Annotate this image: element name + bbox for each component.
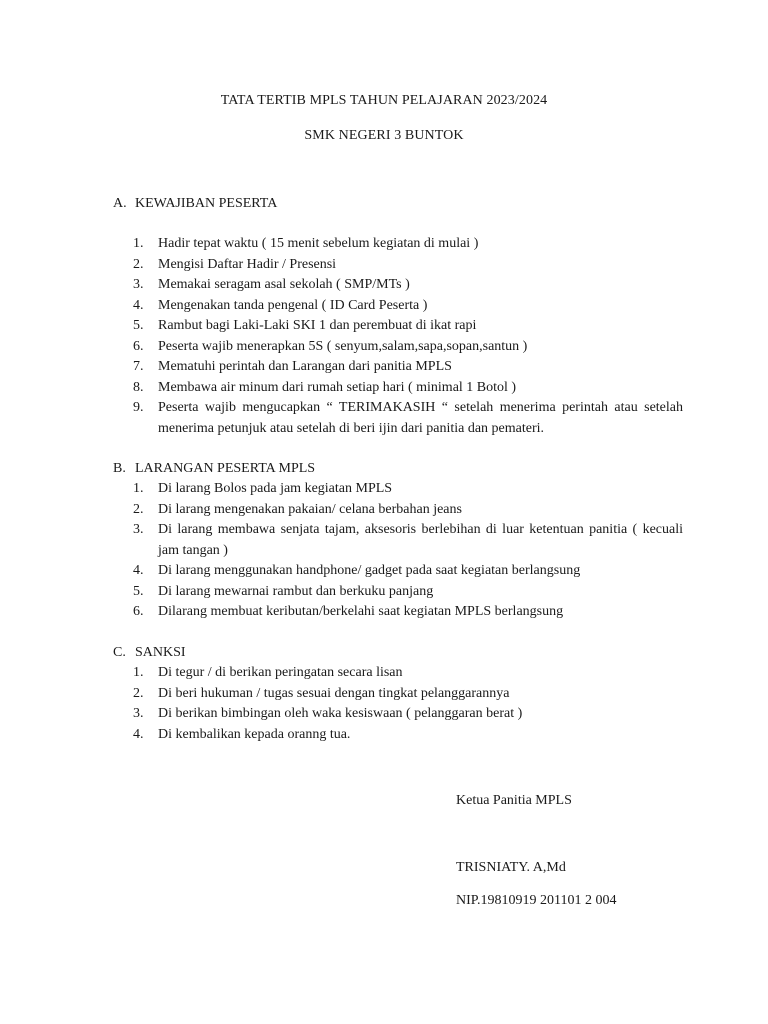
list-item-number [113,704,158,725]
list-item-text: Peserta wajib mengucapkan “ TERIMAKASIH “ setelah menerima perintah atau setelah menerima petunjuk atau setelah di beri ijin dari panitia dan pemateri. [158,400,683,436]
list-item-number [113,500,158,521]
list-item-number [113,296,158,317]
list-item-number [113,337,158,358]
school-name: SMK NEGERI 3 BUNTOK [304,128,464,143]
list-item-text: Di larang mewarnai rambut dan berkuku panjang [158,583,434,599]
section-letter: C. [113,645,126,660]
list-item-number [113,479,158,500]
document-title: TATA TERTIB MPLS TAHUN PELAJARAN 2023/2024 [220,93,548,108]
list-item-text: Mengenakan tanda pengenal ( ID Card Peserta ) [158,297,428,313]
list-item-text: Di tegur / di berikan peringatan secara lisan [158,665,403,680]
section-kewajiban [113,194,683,439]
list-item-number-text: 6. [133,604,144,619]
signature-nip: NIP.19810919 201101 2 004 [456,893,617,908]
list-item [113,663,683,684]
list-item-number-text: 9. [133,400,144,415]
list-item [113,357,683,378]
list-item-number-text: 1. [133,665,144,680]
signature-role: Ketua Panitia MPLS [456,793,572,808]
list-item-number [113,520,158,561]
list-item-text: Di beri hukuman / tugas sesuai dengan tingkat pelanggarannya [158,685,510,701]
list-item-text: Di larang membawa senjata tajam, aksesoris berlebihan di luar ketentuan panitia ( kecuali jam tangan ) [158,522,683,558]
list-item-number-text: 4. [133,297,144,313]
list-item-number-text: 3. [133,522,144,537]
list-item-number [113,275,158,296]
list-item-number [113,582,158,603]
list-item [113,520,683,561]
section-heading [113,459,683,479]
list-item-number-text: 3. [133,277,144,292]
list-item-number [113,357,158,378]
list-item [113,234,683,255]
list-item [113,275,683,296]
list-item [113,602,683,623]
list-item-number-text: 2. [133,685,144,701]
list-item-number-text: 1. [133,236,144,251]
list-item-text: Di larang mengenakan pakaian/ celana berbahan jeans [158,501,462,517]
list-item-number [113,684,158,705]
list-item-number-text: 4. [133,726,144,742]
list-item [113,500,683,521]
section-letter: A. [113,196,127,211]
section-sanksi [113,643,683,745]
list-item-text: Dilarang membuat keributan/berkelahi saat kegiatan MPLS berlangsung [158,604,564,619]
list-item [113,725,683,746]
list-item-number-text: 2. [133,501,144,517]
list-item [113,684,683,705]
list-item-number-text: 3. [133,706,144,721]
kewajiban-list [113,234,683,439]
section-title: LARANGAN PESERTA MPLS [135,461,316,476]
section-heading [113,643,683,663]
section-letter: B. [113,461,126,476]
list-item [113,479,683,500]
list-item-text: Membawa air minum dari rumah setiap hari ( minimal 1 Botol ) [158,379,517,395]
list-item [113,561,683,582]
list-item-number [113,725,158,746]
list-item-text: Mematuhi perintah dan Larangan dari panitia MPLS [158,359,452,374]
list-item [113,337,683,358]
list-item-number-text: 6. [133,338,144,354]
list-item-text: Mengisi Daftar Hadir / Presensi [158,256,337,272]
list-item-number [113,663,158,684]
section-title: KEWAJIBAN PESERTA [135,196,278,211]
list-item-text: Di larang Bolos pada jam kegiatan MPLS [158,481,393,496]
list-item-number [113,316,158,337]
section-larangan [113,459,683,623]
list-item-number [113,378,158,399]
list-item-number-text: 7. [133,359,144,374]
list-item-text: Di larang menggunakan handphone/ gadget pada saat kegiatan berlangsung [158,563,581,578]
signature-name: TRISNIATY. A,Md [456,860,566,875]
list-item [113,296,683,317]
list-item [113,316,683,337]
list-item-number [113,602,158,623]
list-item-number-text: 1. [133,481,144,496]
list-item-text: Memakai seragam asal sekolah ( SMP/MTs ) [158,277,410,292]
list-item-number [113,234,158,255]
list-item-text: Peserta wajib menerapkan 5S ( senyum,salam,sapa,sopan,santun ) [158,338,528,354]
list-item-number [113,255,158,276]
list-item [113,398,683,439]
sanksi-list [113,663,683,745]
list-item [113,582,683,603]
list-item-text: Rambut bagi Laki-Laki SKI 1 dan perembuat di ikat rapi [158,318,477,333]
list-item-number [113,561,158,582]
list-item-text: Di berikan bimbingan oleh waka kesiswaan ( pelanggaran berat ) [158,706,523,721]
list-item [113,704,683,725]
list-item-number-text: 2. [133,256,144,272]
list-item-number-text: 5. [133,583,144,599]
list-item-text: Di kembalikan kepada oranng tua. [158,726,351,742]
list-item-number [113,398,158,439]
list-item-number-text: 5. [133,318,144,333]
list-item-text: Hadir tepat waktu ( 15 menit sebelum kegiatan di mulai ) [158,236,479,251]
section-heading [113,194,683,214]
list-item [113,378,683,399]
list-item-number-text: 4. [133,563,144,578]
section-title: SANKSI [135,645,186,660]
larangan-list [113,479,683,623]
list-item-number-text: 8. [133,379,144,395]
list-item [113,255,683,276]
